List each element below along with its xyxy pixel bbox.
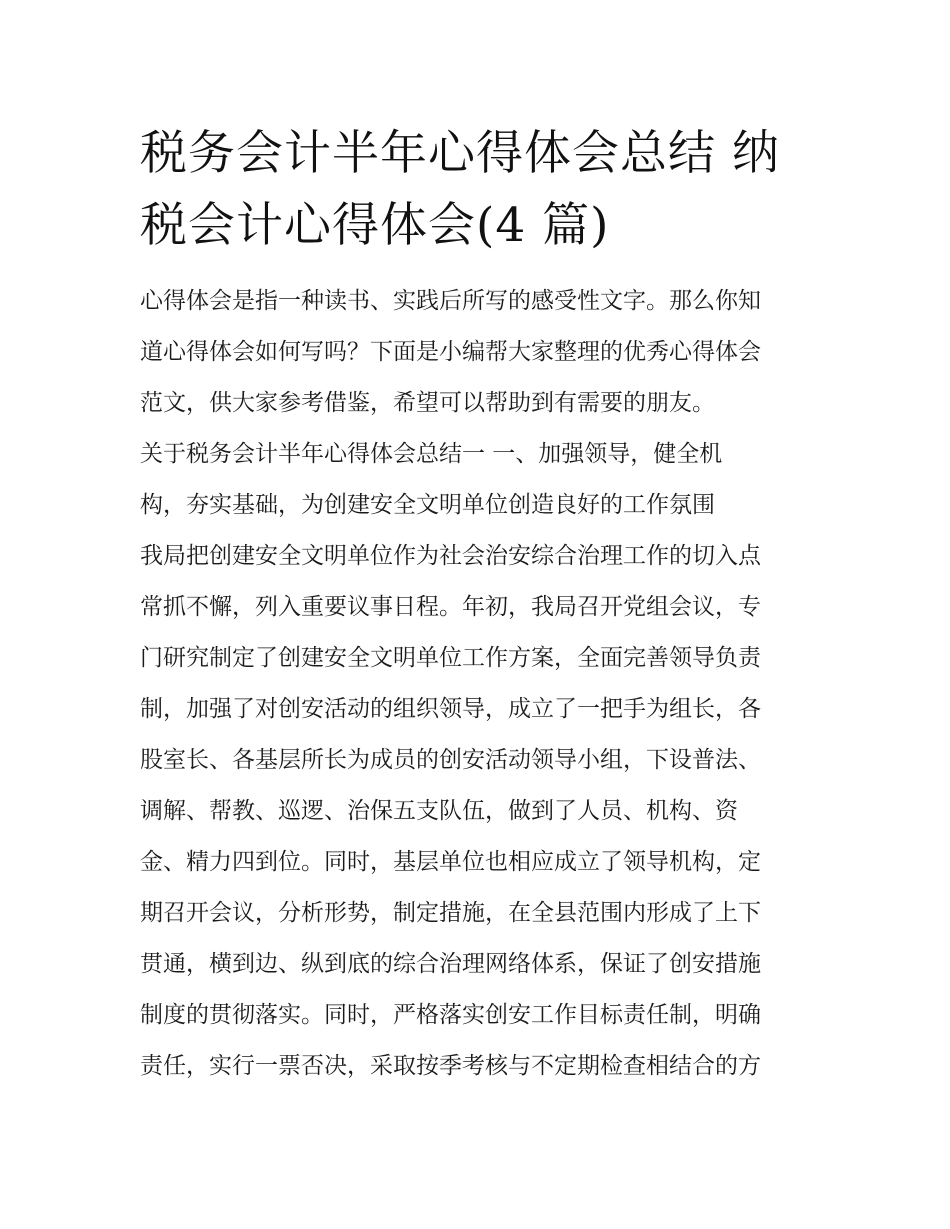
body-line-11: 调解、帮教、巡逻、治保五支队伍，做到了人员、机构、资: [140, 798, 738, 824]
title-line-2: 税会计心得体会(4 篇): [140, 198, 610, 253]
body-line-10: 股室长、各基层所长为成员的创安活动领导小组，下设普法、: [140, 747, 761, 773]
body-line-6: 我局把创建安全文明单位作为社会治安综合治理工作的切入点: [140, 543, 761, 569]
body-line-2: 道心得体会如何写吗？下面是小编帮大家整理的优秀心得体会: [140, 339, 761, 365]
body-line-9: 制，加强了对创安活动的组织领导，成立了一把手为组长，各: [140, 696, 761, 722]
document-body: [140, 276, 820, 1092]
body-line-4: 关于税务会计半年心得体会总结一 一、加强领导，健全机: [140, 441, 723, 467]
body-line-14: 贯通，横到边、纵到底的综合治理网络体系，保证了创安措施: [140, 951, 761, 977]
body-line-15: 制度的贯彻落实。同时，严格落实创安工作目标责任制，明确: [140, 1002, 761, 1028]
document-title: [140, 118, 830, 262]
body-line-13: 期召开会议，分析形势，制定措施，在全县范围内形成了上下: [140, 900, 761, 926]
title-line-1: 税务会计半年心得体会总结 纳: [140, 126, 780, 181]
body-line-5: 构，夯实基础，为创建安全文明单位创造良好的工作氛围: [140, 492, 715, 518]
body-line-7: 常抓不懈，列入重要议事日程。年初，我局召开党组会议，专: [140, 594, 761, 620]
body-line-1: 心得体会是指一种读书、实践后所写的感受性文字。那么你知: [140, 288, 761, 314]
body-line-12: 金、精力四到位。同时，基层单位也相应成立了领导机构，定: [140, 849, 761, 875]
body-line-3: 范文，供大家参考借鉴，希望可以帮助到有需要的朋友。: [140, 390, 715, 416]
body-line-8: 门研究制定了创建安全文明单位工作方案，全面完善领导负责: [140, 645, 761, 671]
body-line-16: 责任，实行一票否决，采取按季考核与不定期检查相结合的方: [140, 1053, 761, 1079]
